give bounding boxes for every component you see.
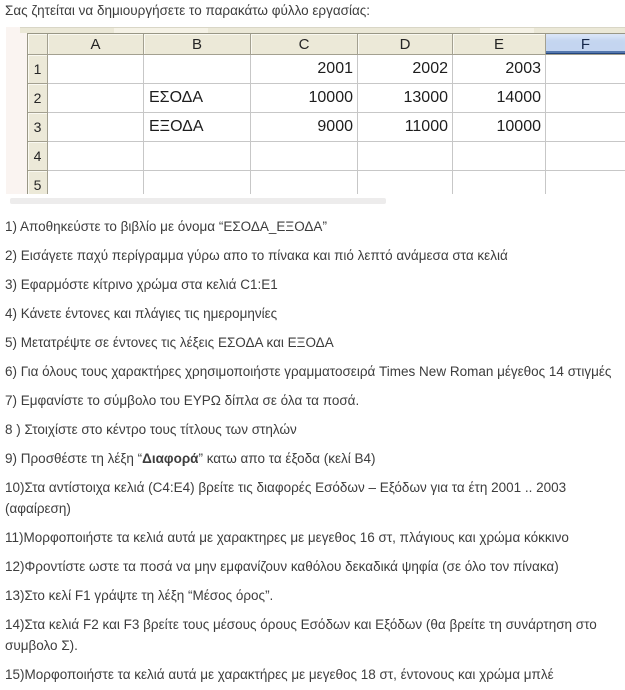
column-header-b: B — [144, 34, 251, 55]
cell-b4 — [144, 142, 251, 171]
cell-e1: 2003 — [453, 55, 546, 84]
cell-d2: 13000 — [358, 84, 453, 113]
cell-c1: 2001 — [251, 55, 358, 84]
image-bottom-edge — [10, 198, 386, 204]
cell-a1 — [48, 55, 144, 84]
cell-b1 — [144, 55, 251, 84]
cell-a2 — [48, 84, 144, 113]
cell-a4 — [48, 142, 144, 171]
cell-b5 — [144, 171, 251, 194]
table-row — [28, 142, 625, 171]
table-row — [28, 113, 625, 142]
instruction-item-14: 14)Στα κελιά F2 και F3 βρείτε τους μέσους όρους Εσόδων και Εξόδων (θα βρείτε τη συνάρτηση στο συμβολο Σ). — [5, 617, 597, 653]
column-header-d: D — [358, 34, 453, 55]
column-header-c: C — [251, 34, 358, 55]
cell-f2 — [546, 84, 625, 113]
column-header-f-selected: F — [546, 34, 625, 55]
instruction-item-4: 4) Κάνετε έντονες και πλάγιες τις ημερομηνίες — [5, 306, 278, 321]
spreadsheet-table — [27, 33, 625, 194]
cell-c3: 9000 — [251, 113, 358, 142]
cell-e4 — [453, 142, 546, 171]
sheet-left-margin — [6, 27, 27, 194]
cell-e3: 10000 — [453, 113, 546, 142]
instruction-item-11: 11)Μορφοποιήστε τα κελιά αυτά με χαρακτηρες με μεγεθος 16 στ, πλάγιους και χρώμα κόκκινο — [5, 530, 569, 545]
instruction-item-6: 6) Για όλους τους χαρακτήρες χρησιμοποιήστε γραμματοσειρά Times New Roman μέγεθος 14 στιγμές — [5, 364, 612, 379]
cell-a3 — [48, 113, 144, 142]
cell-f4 — [546, 142, 625, 171]
instruction-9-bold-word: Διαφορά — [142, 451, 199, 466]
cell-a5 — [48, 171, 144, 194]
cell-b2: ΕΣΟΔΑ — [144, 84, 251, 113]
instructions-list — [5, 216, 618, 690]
row-header-4: 4 — [28, 142, 48, 171]
instruction-item-15: 15)Μορφοποιήστε τα κελιά αυτά με χαρακτήρες με μεγεθος 18 στ, έντονους και χρώμα μπλέ — [5, 667, 554, 682]
cell-f1 — [546, 55, 625, 84]
instruction-item-13: 13)Στο κελί F1 γράψτε τη λέξη “Μέσος όρος”. — [5, 588, 274, 603]
worksheet-screenshot — [6, 27, 625, 207]
cell-c2: 10000 — [251, 84, 358, 113]
instruction-9-post: ” κατω απο τα έξοδα (κελί B4) — [198, 451, 376, 466]
cell-f3 — [546, 113, 625, 142]
cell-d3: 11000 — [358, 113, 453, 142]
table-row — [28, 171, 625, 194]
column-header-e: E — [453, 34, 546, 55]
cell-e5 — [453, 171, 546, 194]
row-header-3: 3 — [28, 113, 48, 142]
instruction-item-8: 8 ) Στοιχίστε στο κέντρο τους τίτλους των στηλών — [5, 422, 297, 437]
instruction-item-12: 12)Φροντίστε ωστε τα ποσά να μην εμφανίζουν καθόλου δεκαδικά ψηφία (σε όλο τον πίνακα) — [5, 559, 559, 574]
instruction-item-5: 5) Μετατρέψτε σε έντονες τις λέξεις ΕΣΟΔΑ και ΕΞΟΔΑ — [5, 335, 334, 350]
select-all-corner — [28, 34, 48, 55]
cell-f5 — [546, 171, 625, 194]
instruction-item-3: 3) Εφαρμόστε κίτρινο χρώμα στα κελιά C1:E1 — [5, 277, 278, 292]
instruction-item-2: 2) Εισάγετε παχύ περίγραμμα γύρω απο το πίνακα και πιό λεπτό ανάμεσα στα κελιά — [5, 248, 508, 263]
spreadsheet-grid — [27, 33, 625, 194]
instruction-item-7: 7) Εμφανίστε το σύμβολο του ΕΥΡΩ δίπλα σε όλα τα ποσά. — [5, 393, 360, 408]
cell-d5 — [358, 171, 453, 194]
cell-c5 — [251, 171, 358, 194]
instruction-item-10: 10)Στα αντίστοιχα κελιά (C4:E4) βρείτε τις διαφορές Εσόδων – Εξόδων για τα έτη 2001 .. 2003 (αφαίρεση) — [5, 480, 567, 516]
cell-b3: ΕΞΟΔΑ — [144, 113, 251, 142]
instruction-item-9 — [5, 448, 618, 469]
row-header-2: 2 — [28, 84, 48, 113]
cell-e2: 14000 — [453, 84, 546, 113]
column-header-row — [28, 34, 625, 55]
cell-d1: 2002 — [358, 55, 453, 84]
instruction-9-pre: 9) Προσθέστε τη λέξη “ — [5, 451, 143, 466]
cell-d4 — [358, 142, 453, 171]
row-header-1: 1 — [28, 55, 48, 84]
intro-text: Σας ζητείται να δημιουργήσετε το παρακάτω φύλλο εργασίας: — [5, 3, 371, 18]
table-row — [28, 84, 625, 113]
row-header-5: 5 — [28, 171, 48, 194]
column-header-a: A — [48, 34, 144, 55]
table-row — [28, 55, 625, 84]
cell-c4 — [251, 142, 358, 171]
instruction-item-1: 1) Αποθηκεύστε το βιβλίο με όνομα “ΕΣΟΔΑ_ΕΞΟΔΑ” — [5, 219, 327, 234]
